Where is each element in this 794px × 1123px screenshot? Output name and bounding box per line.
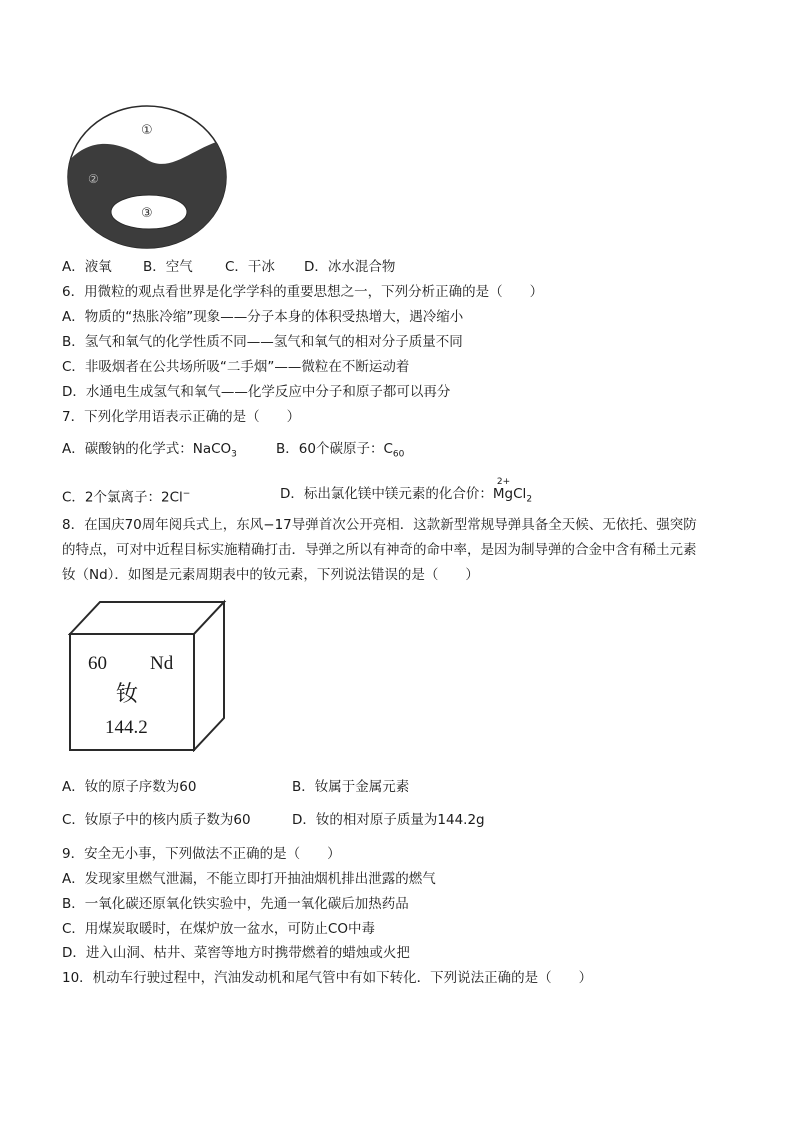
q8-option-d: D．钕的相对原子质量为144.2g xyxy=(292,812,485,828)
q9-stem: 9．安全无小事，下列做法不正确的是（ ） xyxy=(62,846,341,862)
q7-option-a-sub: 3 xyxy=(231,449,237,460)
q6-option-b: B．氢气和氧气的化学性质不同——氢气和氧气的相对分子质量不同 xyxy=(62,334,463,350)
region-label-2: ② xyxy=(88,172,99,186)
q5-option-c: C．干冰 xyxy=(225,259,275,275)
q5-option-a: A．液氧 xyxy=(62,259,112,275)
element-name: 钕 xyxy=(116,682,139,707)
q7-option-c-sup: − xyxy=(182,489,191,499)
q7-option-a-text: A．碳酸钠的化学式：NaCO xyxy=(62,441,232,457)
element-atomic-mass: 144.2 xyxy=(105,717,148,738)
q7-option-d-charge: 2+ xyxy=(496,477,511,487)
q9-option-b: B．一氧化碳还原氧化铁实验中，先通一氧化碳后加热药品 xyxy=(62,896,409,912)
q8-stem-line-3: 钕（Nd）．如图是元素周期表中的钕元素，下列说法错误的是（ ） xyxy=(62,567,479,583)
q9-option-a: A．发现家里燃气泄漏，不能立即打开抽油烟机排出泄露的燃气 xyxy=(62,871,436,887)
q7-option-b-sub: 60 xyxy=(392,449,405,460)
q7-stem: 7．下列化学用语表示正确的是（ ） xyxy=(62,409,301,425)
q9-option-d: D．进入山洞、枯井、菜窖等地方时携带燃着的蜡烛或火把 xyxy=(62,945,410,961)
q6-option-d: D．水通电生成氢气和氧气——化学反应中分子和原子都可以再分 xyxy=(62,384,451,400)
q7-option-b-text: B．60个碳原子：C xyxy=(276,441,393,457)
q7-option-c xyxy=(62,485,190,507)
element-symbol: Nd xyxy=(150,653,174,674)
q7-option-d-cl: Cl xyxy=(513,486,527,502)
q7-option-d-sub: 2 xyxy=(526,494,533,505)
q7-option-d-mg: Mg xyxy=(492,486,514,502)
q6-option-c: C．非吸烟者在公共场所吸“二手烟”——微粒在不断运动着 xyxy=(62,359,410,375)
element-atomic-number: 60 xyxy=(88,653,107,674)
q8-stem-line-1: 8．在国庆70周年阅兵式上，东风−17导弹首次公开亮相．这款新型常规导弹具备全天候、无依托、强突防 xyxy=(62,517,697,533)
q7-option-b xyxy=(276,440,404,464)
region-label-1: ① xyxy=(141,123,153,138)
q9-option-c: C．用煤炭取暖时，在煤炉放一盆水，可防止CO中毒 xyxy=(62,921,375,937)
q6-stem: 6．用微粒的观点看世界是化学学科的重要思想之一，下列分析正确的是（ ） xyxy=(62,284,544,300)
q7-option-d xyxy=(280,477,533,509)
three-region-circle-figure xyxy=(66,104,228,250)
q7-option-a xyxy=(62,440,237,464)
q7-option-c-text: C．2个氯离子：2Cl xyxy=(62,489,183,506)
q8-option-b: B．钕属于金属元素 xyxy=(292,779,410,795)
q5-option-b: B．空气 xyxy=(143,259,193,275)
q5-option-d: D．冰水混合物 xyxy=(304,259,396,275)
q6-option-a: A．物质的“热胀冷缩”现象——分子本身的体积受热增大，遇冷缩小 xyxy=(62,309,464,325)
region-label-3: ③ xyxy=(141,206,153,221)
q7-option-d-text: D．标出氯化镁中镁元素的化合价： xyxy=(280,486,493,502)
q8-option-a: A．钕的原子序数为60 xyxy=(62,779,197,795)
q8-option-c: C．钕原子中的核内质子数为60 xyxy=(62,812,251,828)
neodymium-element-cube xyxy=(68,598,228,752)
q10-stem: 10．机动车行驶过程中，汽油发动机和尾气管中有如下转化．下列说法正确的是（ ） xyxy=(62,970,593,986)
q8-stem-line-2: 的特点，可对中近程目标实施精确打击．导弹之所以有神奇的命中率，是因为制导弹的合金中含有稀土元素 xyxy=(62,542,697,558)
